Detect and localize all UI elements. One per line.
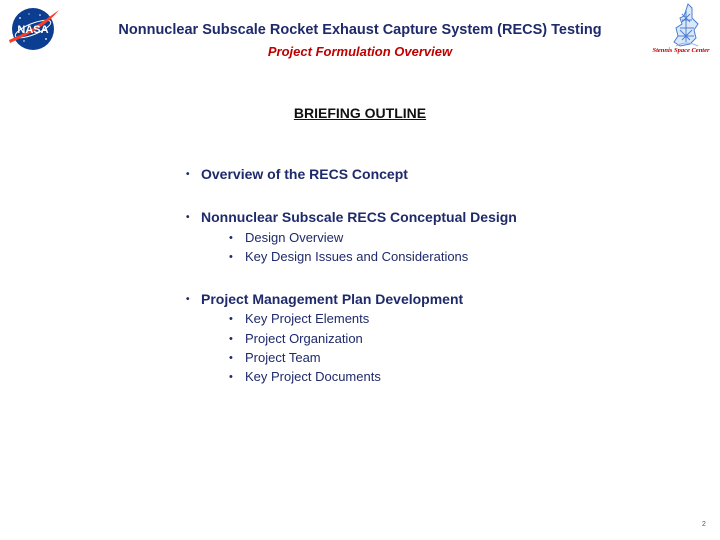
- outline-item-label: Project Management Plan Development: [201, 291, 464, 307]
- outline-subitem-label: Design Overview: [245, 230, 344, 245]
- outline-item: [186, 209, 517, 225]
- bullet-icon: •: [229, 232, 233, 244]
- outline-subitem-label: Key Project Documents: [245, 369, 381, 384]
- stennis-logo-label: Stennis Space Center: [652, 47, 710, 54]
- outline-subitem-label: Project Team: [245, 350, 321, 365]
- outline-subitem: [229, 350, 321, 365]
- nasa-logo-icon: [6, 6, 60, 52]
- outline-subitem: [229, 249, 468, 264]
- outline-subitem-label: Project Organization: [245, 331, 363, 346]
- bullet-icon: •: [186, 212, 190, 223]
- outline-subitem-label: Key Design Issues and Considerations: [245, 249, 469, 264]
- page-title: Nonnuclear Subscale Rocket Exhaust Capture System (RECS) Testing: [118, 22, 602, 38]
- bullet-icon: •: [229, 352, 233, 364]
- bullet-icon: •: [229, 313, 233, 325]
- outline-subitem: [229, 311, 369, 326]
- outline-subitem: [229, 230, 343, 245]
- bullet-icon: •: [229, 371, 233, 383]
- outline-heading: BRIEFING OUTLINE: [293, 105, 427, 121]
- outline-subitem-label: Key Project Elements: [245, 311, 370, 326]
- nasa-logo-text: NASA: [17, 24, 49, 36]
- bullet-icon: •: [186, 294, 190, 305]
- bullet-icon: •: [229, 251, 233, 263]
- outline-subitem: [229, 331, 363, 346]
- bullet-icon: •: [186, 169, 190, 180]
- outline-item: [186, 166, 408, 182]
- outline-item-label: Overview of the RECS Concept: [201, 166, 408, 182]
- outline-item-label: Nonnuclear Subscale RECS Conceptual Design: [201, 209, 517, 225]
- bullet-icon: •: [229, 333, 233, 345]
- outline-item: [186, 291, 463, 307]
- page-number: 2: [702, 521, 706, 528]
- stennis-logo-icon: [646, 2, 716, 64]
- outline-subitem: [229, 369, 381, 384]
- page-subtitle: Project Formulation Overview: [267, 44, 453, 59]
